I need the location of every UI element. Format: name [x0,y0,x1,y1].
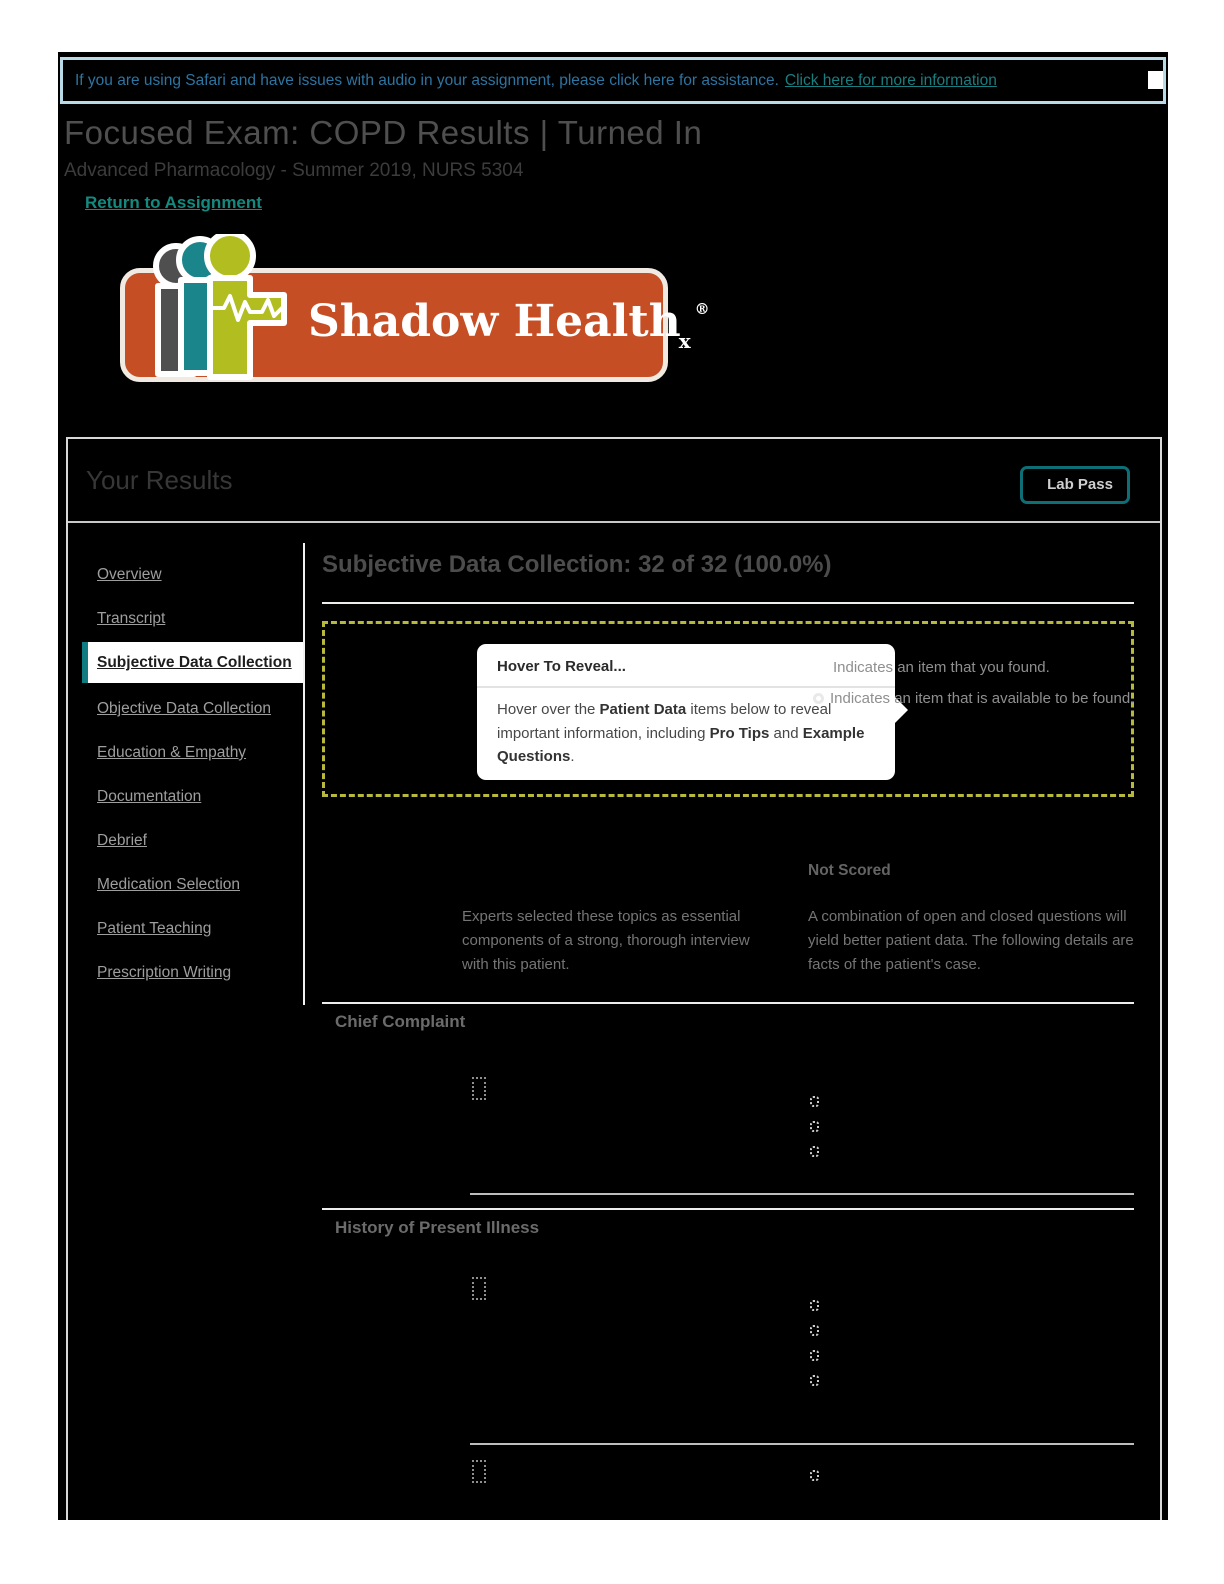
section-title-chief-complaint: Chief Complaint [335,1012,466,1031]
legend-found-item: Indicates an item that you found. [833,659,1050,676]
banner-message: If you are using Safari and have issues with audio in your assignment, please click here for assistance. [75,71,779,89]
sidebar-link-medication-selection[interactable]: Medication Selection [97,876,241,893]
finding-icon [472,1077,486,1100]
safari-audio-banner [60,57,1166,104]
shadow-health-logo [118,234,710,386]
sidebar-link-patient-teaching[interactable]: Patient Teaching [97,920,212,937]
sidebar-item-objective-data-collection [68,699,305,718]
content-block [58,52,1168,1520]
sidebar-link-subjective-data-collection[interactable]: Subjective Data Collection [97,654,292,671]
patient-data-item-icon[interactable] [810,1350,819,1361]
finding-icon [472,1460,486,1483]
patient-data-item-icon[interactable] [810,1121,819,1132]
sidebar-link-transcript[interactable]: Transcript [97,610,166,627]
tooltip-text: Hover over the [497,701,600,718]
sidebar-item-debrief [68,831,305,850]
tooltip-bold-pro-tips: Pro Tips [709,724,770,742]
row-divider [470,1193,1134,1195]
banner-info-link[interactable]: Click here for more information [784,71,997,89]
heading-divider [322,602,1134,604]
patient-data-item-icon[interactable] [810,1325,819,1336]
tooltip-title: Hover To Reveal... [477,658,895,688]
sidebar-item-education-empathy [68,743,305,762]
finding-icon [472,1277,486,1300]
legend [813,656,1135,711]
patient-data-item-icon[interactable] [810,1300,819,1311]
course-subtitle: Advanced Pharmacology - Summer 2019, NURS 5304 [64,160,524,181]
sidebar-item-documentation [68,787,305,806]
results-sidebar [68,523,305,1518]
page-title: Focused Exam: COPD Results | Turned In [64,114,703,151]
section-divider [322,1208,1134,1210]
legend-available-item [813,687,1135,711]
tooltip-bold-patient-data: Patient Data [599,701,687,718]
return-to-assignment-link[interactable]: Return to Assignment [85,193,262,212]
lab-pass-button[interactable]: Lab Pass [1020,466,1130,504]
results-main-content [322,439,1134,1522]
section-divider [322,1002,1134,1004]
logo-wordmark [308,296,710,353]
tooltip-text: . [570,748,575,765]
patient-data-item-icon[interactable] [810,1470,819,1481]
patient-data-item-icon[interactable] [810,1096,819,1107]
sidebar-link-overview[interactable]: Overview [97,566,162,583]
sidebar-item-medication-selection [68,875,305,894]
sidebar-item-subjective-data-collection [82,642,303,683]
sidebar-link-documentation[interactable]: Documentation [97,788,202,805]
subjective-score-heading: Subjective Data Collection: 32 of 32 (100.0%) [322,551,832,578]
row-divider [470,1443,1134,1445]
sidebar-item-transcript [68,609,305,628]
sidebar-link-prescription-writing[interactable]: Prescription Writing [97,964,232,981]
sidebar-link-objective-data-collection[interactable]: Objective Data Collection [97,700,272,717]
not-scored-label: Not Scored [808,862,891,879]
legend-available-text: Indicates an item that is available to be found. [830,690,1135,707]
not-scored-description: A combination of open and closed questions will yield better patient data. The following details are facts of the patient's case. [808,908,1134,973]
sidebar-link-education-empathy[interactable]: Education & Empathy [97,744,247,761]
logo-brand-text: Shadow Health [308,296,681,347]
logo-registered-mark: ® [694,300,710,318]
sidebar-item-prescription-writing [68,963,305,982]
logo-people-icon [124,234,304,386]
tooltip-bold-example-questions: Example Questions [497,724,865,765]
banner-close-button[interactable] [1148,71,1163,89]
hover-instructions-box [322,621,1134,797]
panel-title: Your Results [86,465,233,495]
tooltip-text: items below to reveal important information, including [497,701,832,742]
your-results-panel [66,437,1162,1520]
tooltip-text: and [769,724,803,742]
scored-items-description: Experts selected these topics as essential components of a strong, thorough interview with this patient. [462,908,750,973]
available-circle-icon [813,693,824,704]
sidebar-item-overview [68,565,305,584]
section-title-history-of-present-illness: History of Present Illness [335,1218,540,1237]
patient-data-item-icon[interactable] [810,1146,819,1157]
logo-rx-subscript: x [678,329,691,353]
sidebar-link-debrief[interactable]: Debrief [97,832,147,849]
sidebar-item-patient-teaching [68,919,305,938]
patient-data-item-icon[interactable] [810,1375,819,1386]
